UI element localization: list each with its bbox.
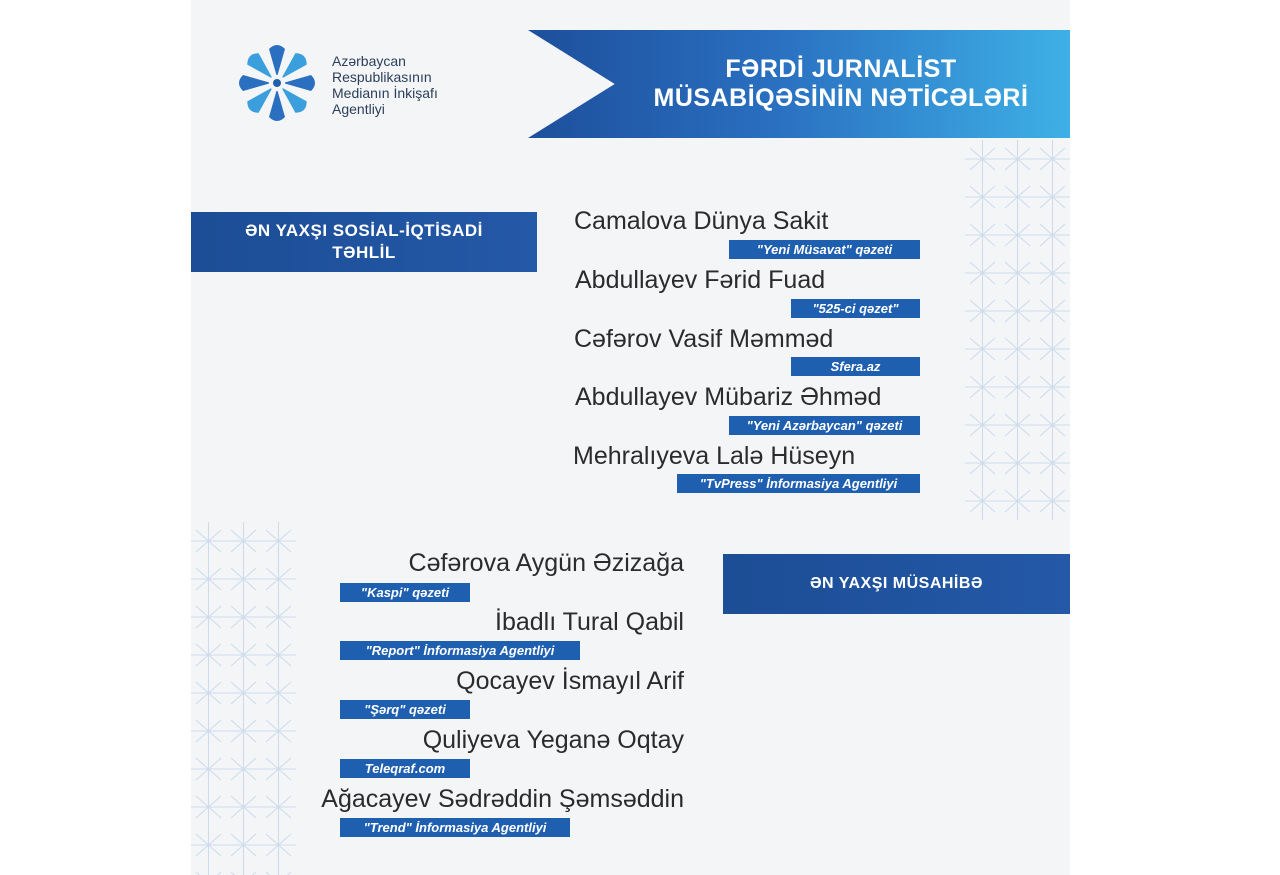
org-line: Azərbaycan bbox=[332, 53, 406, 69]
category-title-line: ƏN YAXŞI SOSİAL-İQTİSADİ bbox=[245, 221, 483, 240]
org-line: Respublikasının bbox=[332, 69, 432, 85]
winner-outlet: "Yeni Müsavat" qəzeti bbox=[729, 240, 920, 259]
winner-name: Mehralıyeva Lalə Hüseyn bbox=[573, 442, 856, 470]
winner-name: Abdullayev Fərid Fuad bbox=[575, 266, 826, 294]
org-line: Medianın İnkişafı bbox=[332, 85, 438, 101]
winner-outlet: "Trend" İnformasiya Agentliyi bbox=[340, 818, 570, 837]
winner-outlet: "Şərq" qəzeti bbox=[340, 700, 470, 719]
winner-name: İbadlı Tural Qabil bbox=[495, 608, 684, 636]
winner-name: Ağacayev Sədrəddin Şəmsəddin bbox=[321, 785, 684, 813]
decorative-pattern-right bbox=[965, 140, 1070, 520]
decorative-pattern-left bbox=[191, 522, 296, 875]
poster bbox=[191, 0, 1070, 875]
winner-outlet: Teleqraf.com bbox=[340, 759, 470, 778]
winner-name: Qocayev İsmayıl Arif bbox=[456, 667, 684, 695]
page-title bbox=[611, 55, 1070, 113]
organization-name bbox=[332, 53, 482, 117]
category-banner-interview bbox=[723, 554, 1070, 614]
category-title-line: ƏN YAXŞI MÜSAHİBƏ bbox=[809, 575, 984, 592]
winner-outlet: "Report" İnformasiya Agentliyi bbox=[340, 641, 580, 660]
winner-outlet: "525-ci qəzet" bbox=[791, 299, 920, 318]
winner-outlet: "TvPress" İnformasiya Agentliyi bbox=[677, 474, 920, 493]
winner-outlet: "Kaspi" qəzeti bbox=[340, 583, 470, 602]
title-line-2: MÜSABİQƏSİNİN NƏTİCƏLƏRİ bbox=[653, 84, 1029, 112]
winner-name: Quliyeva Yeganə Oqtay bbox=[422, 726, 684, 754]
category-title-line: TƏHLİL bbox=[332, 243, 396, 262]
winner-name: Abdullayev Mübariz Əhməd bbox=[575, 383, 882, 411]
agency-logo-icon bbox=[236, 42, 318, 124]
title-line-1: FƏRDİ JURNALİST bbox=[725, 55, 957, 83]
category-banner-social-economic bbox=[191, 212, 537, 272]
winner-name: Cəfərov Vasif Məmməd bbox=[574, 325, 834, 353]
winner-name: Cəfərova Aygün Əzizağa bbox=[408, 549, 684, 577]
winner-outlet: Sfera.az bbox=[791, 357, 920, 376]
winner-outlet: "Yeni Azərbaycan" qəzeti bbox=[729, 416, 920, 435]
winner-name: Camalova Dünya Sakit bbox=[574, 207, 829, 235]
org-line: Agentliyi bbox=[332, 101, 385, 117]
